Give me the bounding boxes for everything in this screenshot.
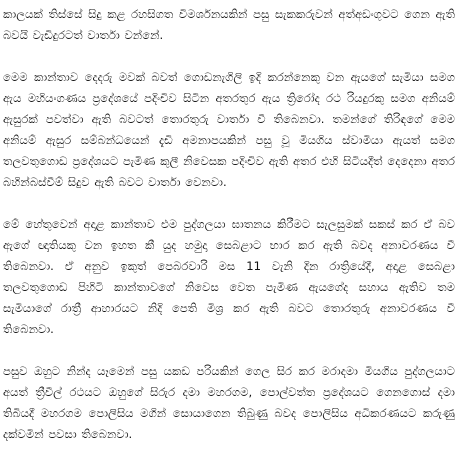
- article-body: [3, 4, 455, 445]
- article-paragraph-2: මෙම කාන්තාව දෙදරු මවක් බවත් ගොඩනැගිලි ඉදි කරන්නෙකු වන ඇයගේ සැමියා සමග ඇය මහියංගණය ප්‍රදේශයේ පදිංචිව සිටින අතරතුර ඇය ත්‍රිරෝද රථ රියදුරකු සමග අනියම් ඇසුරක් පවත්වා ඇති බවටත් තොරතුරු වාර්තා වී තිබෙනවා. තමන්ගේ තිරිඳගේ මෙම අනියම් ඇසුර සම්බන්ධයෙන් දැඩි අමනාපයකින් පසු වූ මියගිය ස්වාමියා ඇයත් සමග තලවතුගොඩ ප්‍රදේශයට පැමිණ කුලී නිවෙසක පදිංචිව ඇති අතර එහි සිටියදීත් දෙදෙනා අතර බහින්බස්වීම් සිදුව ඇති බවට වාර්තා වෙනවා.: [3, 70, 455, 189]
- article-paragraph-3: මේ හේතුවෙන් අදාළ කාන්තාව එම පුද්ගලයා ඝාතනය කිරීමට සැලසුමක් සකස් කර ඒ බව ඇගේ ඥාතියකු වන ඉහත කී යුද හමුදා සෙබළාට භාර කර ඇති බවද අනාවරණය වී තිබෙනවා. ඒ අනුව ඉකුත් පෙබරවාරි මස 11 වැනි දින රාත්‍රියේදී, අදාළ සෙබළා තලවතුගොඩ පිහිටි කාන්තාවගේ නිවෙස වෙත පැමිණ ඇයගේද සහාය ඇතිව තම සැමියාගේ රාත්‍රී ආහාරයට නිදි පෙති මිශ්‍ර කර ඇති බවට තොරතුරු අනාවරණය වී තිබෙනවා.: [3, 217, 455, 336]
- article-paragraph-4: පසුව ඔහුට නින්ද යෑමෙන් පසු යකඩ පරියකින් ගෙල සිර කර මරාදමා මියගිය පුද්ගලයාට අයත් ත්‍රීවීල් රථයට ඔහුගේ සිරුර දමා මහරගම, පොල්වත්ත ප්‍රදේශයට ගෙනගොස් දමා තිබියදී මහරගම පොලිසිය මගින් සොයාගෙන තිබුණු බවද පොලිසිය අධිකරණයට කරුණු දක්වමින් පවසා තිබෙනවා.: [3, 364, 455, 441]
- article-paragraph-1: කාලයක් තිස්සේ සිදු කළ රහසිගත විමර්ශනයකින් පසු සැකකරුවන් අත්අඩංගුවට ගෙන ඇති බවයි වැඩිදුරටත් වාර්තා වන්නේ.: [3, 7, 455, 42]
